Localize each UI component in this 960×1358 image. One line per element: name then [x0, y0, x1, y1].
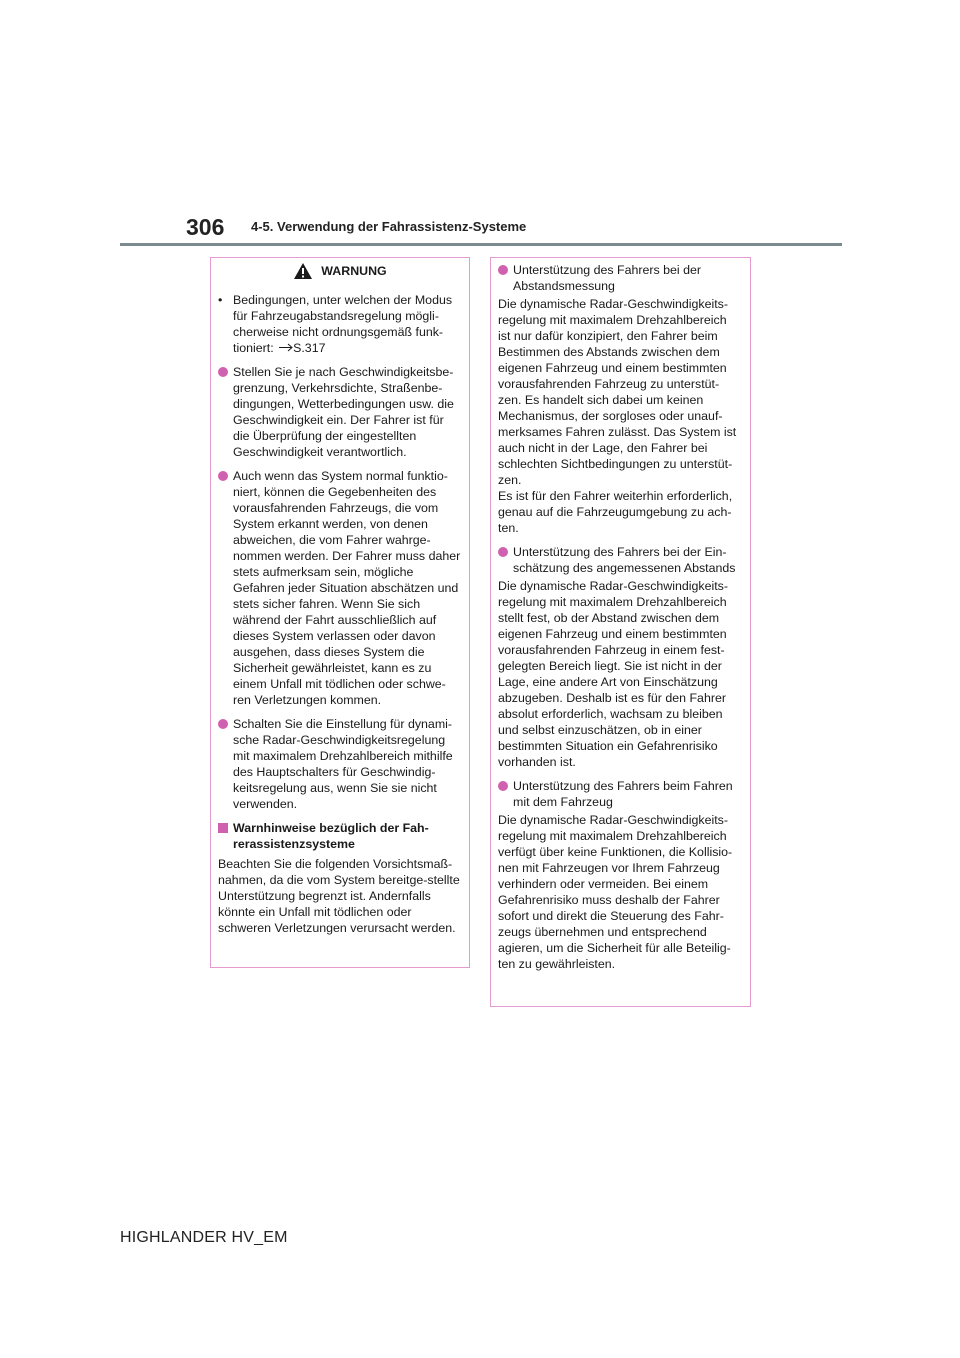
- paragraph: Die dynamische Radar-Geschwindigkeits-regelung mit maximalem Drehzahlbereich ist nur dafür konzipiert, den Fahrer beim Bestimmen des Abstands zwischen dem eigenen Fahrzeug und einem bestimmten vorausfahrenden Fahrzeug zu unterstüt-zen. Es handelt sich dabei um keinen Mechanismus, der sorgloses oder unauf-merksames Fahren zulässt. Das System ist auch nicht in der Lage, den Fahrer bei schlechten Sichtbedingungen zu unterstüt-zen.: [498, 297, 737, 487]
- bullet-dot-icon: [498, 781, 508, 791]
- bullet-dot-icon: [498, 265, 508, 275]
- warning-label: WARNUNG: [321, 264, 387, 278]
- bullet-dot-icon: [218, 719, 228, 729]
- dash-item-text: [233, 292, 461, 356]
- header-rule: [120, 243, 842, 246]
- bullet-item: [498, 778, 742, 810]
- paragraph: Es ist für den Fahrer weiterhin erforderlich, genau auf die Fahrzeugumgebung zu ach-ten.: [498, 489, 733, 535]
- bullet-text: Unterstützung des Fahrers bei der Ein-schätzung des angemessenen Abstands: [513, 545, 736, 575]
- paragraph: Beachten Sie die folgenden Vorsichtsmaß-nahmen, da die vom System bereitge-stellte Unterstützung begrenzt ist. Andernfalls könnte ein Unfall mit tödlichen oder schweren Verletzungen verursacht werden.: [218, 857, 460, 935]
- warning-box: [210, 257, 470, 968]
- bullet-text: Unterstützung des Fahrers bei der Abstandsmessung: [513, 263, 702, 293]
- bullet-dot-icon: [218, 367, 228, 377]
- dash-list-item: [218, 292, 461, 356]
- subheading: [218, 820, 461, 852]
- warning-header: [211, 258, 469, 284]
- bullet-item: [218, 468, 461, 708]
- bullet-item: [218, 364, 461, 460]
- subheading-text: Warnhinweise bezüglich der Fah-rerassistenzsysteme: [233, 821, 429, 851]
- bullet-item: [498, 544, 742, 576]
- arrow-right-icon: [279, 343, 293, 352]
- bullet-text: Stellen Sie je nach Geschwindigkeitsbe-grenzung, Verkehrsdichte, Straßenbe-dingungen, Wetterbedingungen usw. die Geschwindigkeit ein. Der Fahrer ist für die Überprüfung der eingestellten Geschwindigkeit verantwortlich.: [233, 365, 454, 459]
- square-bullet-icon: [218, 823, 228, 833]
- bullet-text: Schalten Sie die Einstellung für dynami-sche Radar-Geschwindigkeitsregelung mit maximalem Drehzahlbereich mithilfe des Hauptschalters für Geschwindig-keitsregelung aus, wenn Sie sie nicht verwenden.: [233, 717, 453, 811]
- bullet-text: Unterstützung des Fahrers beim Fahren mit dem Fahrzeug: [513, 779, 733, 809]
- bullet-item: [218, 716, 461, 812]
- footer-model-name: HIGHLANDER HV_EM: [120, 1229, 288, 1246]
- bullet-dot-icon: [498, 547, 508, 557]
- section-title: 4-5. Verwendung der Fahrassistenz-Systeme: [251, 219, 527, 234]
- paragraph: Die dynamische Radar-Geschwindigkeits-regelung mit maximalem Drehzahlbereich verfügt über keine Funktionen, die Kollisio-nen mit Fahrzeugen vor Ihrem Fahrzeug verhindern oder vermeiden. Bei einem Gefahrenrisiko muss deshalb der Fahrer sofort und direkt die Steuerung des Fahr-zeugs übernehmen und entsprechend agieren, um die Sicherheit für alle Beteilig-ten zu gewährleisten.: [498, 813, 733, 971]
- bullet-text: Auch wenn das System normal funktio-niert, können die Gegebenheiten des vorausfahrenden Fahrzeugs, die vom System erkannt werden, von denen abweichen, die vom Fahrer wahrge-nommen werden. Der Fahrer muss daher stets aufmerksam sein, mögliche Gefahren jeder Situation abschätzen und stets sicher fahren. Wenn Sie sich während der Fahrt ausschließlich auf dieses System verlassen oder davon ausgehen, dass dieses System die Sicherheit gewährleistet, kann es zu einem Unfall mit tödlichen oder schwe-ren Verletzungen kommen.: [233, 469, 461, 707]
- dash-bullet: •: [218, 293, 223, 307]
- bullet-item: [498, 262, 742, 294]
- page-number: 306: [186, 214, 225, 240]
- bullet-dot-icon: [218, 471, 228, 481]
- warning-box-continued: [490, 257, 751, 1007]
- page-reference-link[interactable]: S.317: [293, 341, 326, 355]
- paragraph: Die dynamische Radar-Geschwindigkeits-regelung mit maximalem Drehzahlbereich stellt fest, ob der Abstand zwischen dem eigenen Fahrzeug und einem bestimmten vorausfahrenden Fahrzeug in einem fest-gelegten Bereich liegt. Sie ist nicht in der Lage, eine andere Art von Einschätzung abzugeben. Deshalb ist es für den Fahrer absolut erforderlich, wachsam zu bleiben und selbst einzuschätzen, ob in einer bestimmten Situation ein Gefahrenrisiko vorhanden ist.: [498, 579, 729, 769]
- dash-item-pre: Bedingungen, unter welchen der Modus für Fahrzeugabstandsregelung mögli-cherweise nicht ordnungsgemäß funk-tioniert:: [233, 293, 453, 355]
- warning-triangle-icon: [293, 262, 313, 280]
